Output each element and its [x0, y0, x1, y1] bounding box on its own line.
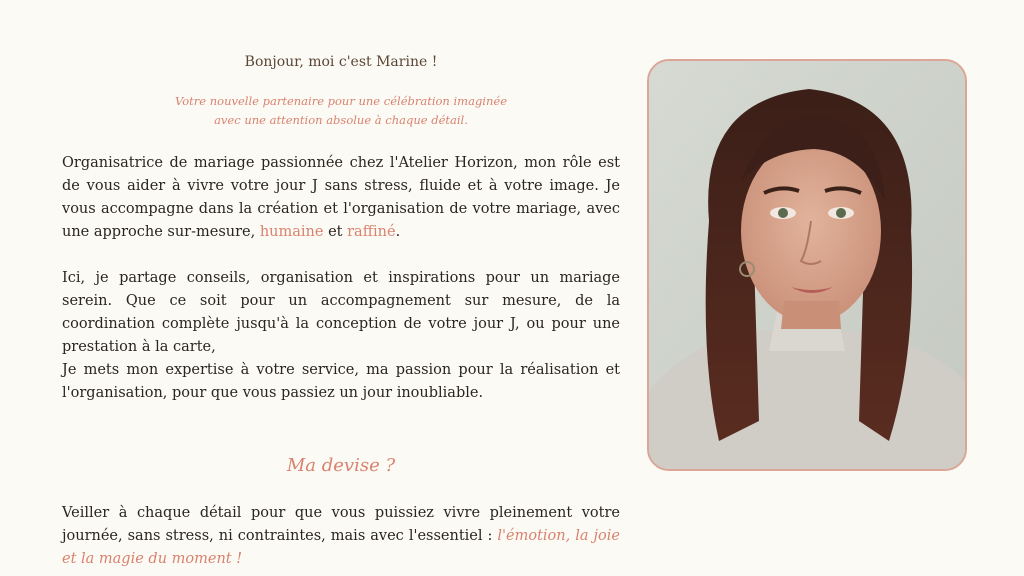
tagline-line-2: avec une attention absolue à chaque détail. [214, 113, 468, 127]
motto-paragraph [62, 502, 620, 571]
sweater-shape [649, 331, 965, 469]
accent-word-humaine: humaine [259, 224, 324, 240]
portrait-photo [647, 59, 967, 471]
services-paragraph: Ici, je partage conseils, organisation et inspirations pour un mariage serein. Que ce soit pour un accompagnement sur mesure, de la coordination complète jusqu'à la conception de votre jour J, ou pour une prestation à la carte, [62, 270, 620, 355]
expertise-paragraph: Je mets mon expertise à votre service, ma passion pour la réalisation et l'organisation, pour que vous passiez un jour inoubliable. [62, 362, 620, 401]
neck-shape [781, 301, 841, 329]
accent-word-raffine: raffiné [347, 224, 396, 240]
left-iris [778, 208, 788, 218]
intro-paragraph-end: . [395, 224, 401, 240]
portrait-illustration [649, 61, 965, 469]
greeting-heading: Bonjour, moi c'est Marine ! [244, 54, 438, 70]
and-word: et [323, 224, 348, 240]
right-iris [836, 208, 846, 218]
motto-accent-text: l'émotion, la joie et la magie du moment ! [62, 528, 620, 567]
tagline [62, 92, 620, 130]
intro-paragraph-text: Organisatrice de mariage passionnée chez l'Atelier Horizon, mon rôle est de vous aider à vivre votre jour J sans stress, fluide et à votre image. Je vous accompagne dans la création et l'organisation de votre mariage, avec une approche sur-mesure, [62, 155, 620, 240]
motto-heading: Ma devise ? [286, 455, 396, 476]
tagline-line-1: Votre nouvelle partenaire pour une célébration imaginée [175, 94, 507, 108]
motto-paragraph-text: Veiller à chaque détail pour que vous puissiez vivre pleinement votre journée, sans stress, ni contraintes, mais avec l'essentiel : [62, 505, 620, 544]
about-text-column [62, 54, 620, 571]
intro-paragraph [62, 152, 620, 244]
